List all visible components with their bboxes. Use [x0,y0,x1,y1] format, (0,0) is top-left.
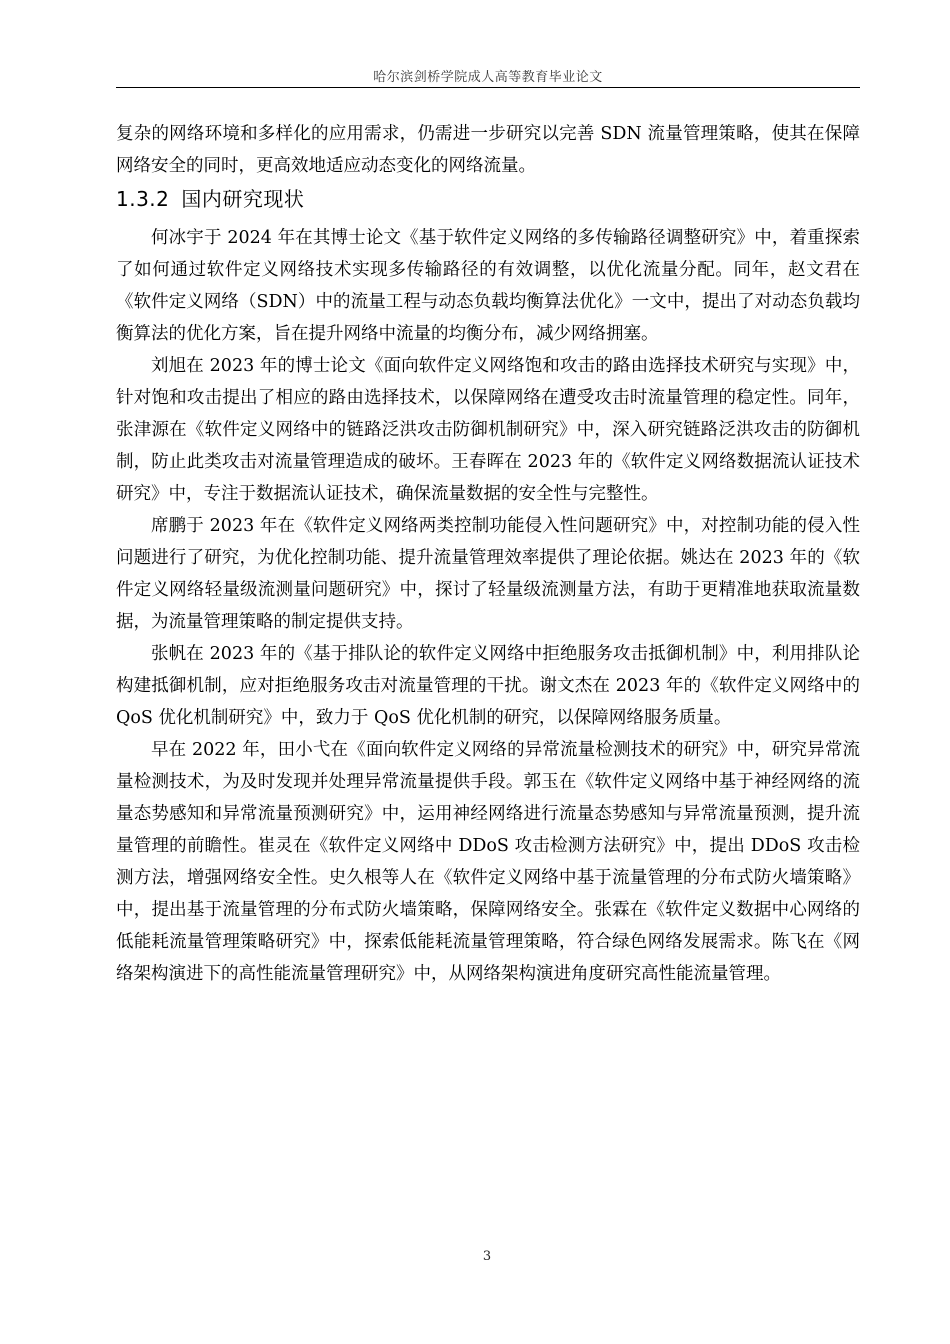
section-number: 1.3.2 [116,187,170,211]
body-paragraph: 早在 2022 年，田小弋在《面向软件定义网络的异常流量检测技术的研究》中，研究异常流量检测技术，为及时发现并处理异常流量提供手段。郭玉在《软件定义网络中基于神经网络的流量态势感知和异常流量预测研究》中，运用神经网络进行流量态势感知与异常流量预测，提升流量管理的前瞻性。崔灵在《软件定义网络中 DDoS 攻击检测方法研究》中，提出 DDoS 攻击检测方法，增强网络安全性。史久根等人在《软件定义网络中基于流量管理的分布式防火墙策略》中，提出基于流量管理的分布式防火墙策略，保障网络安全。张霖在《软件定义数据中心网络的低能耗流量管理策略研究》中，探索低能耗流量管理策略，符合绿色网络发展需求。陈飞在《网络架构演进下的高性能流量管理研究》中，从网络架构演进角度研究高性能流量管理。 [116,740,860,984]
page-number: 3 [482,1249,492,1264]
body-paragraph: 何冰宇于 2024 年在其博士论文《基于软件定义网络的多传输路径调整研究》中，着重探索了如何通过软件定义网络技术实现多传输路径的有效调整，以优化流量分配。同年，赵文君在《软件定义网络（SDN）中的流量工程与动态负载均衡算法优化》一文中，提出了对动态负载均衡算法的优化方案，旨在提升网络中流量的均衡分布，减少网络拥塞。 [116,228,860,344]
continued-paragraph: 复杂的网络环境和多样化的应用需求，仍需进一步研究以完善 SDN 流量管理策略，使其在保障网络安全的同时，更高效地适应动态变化的网络流量。 [116,124,860,176]
section-heading [116,185,860,213]
header-divider [116,87,860,88]
body-paragraph: 席鹏于 2023 年在《软件定义网络两类控制功能侵入性问题研究》中，对控制功能的侵入性问题进行了研究，为优化控制功能、提升流量管理效率提供了理论依据。姚达在 2023 年的《软件定义网络轻量级流测量问题研究》中，探讨了轻量级流测量方法，有助于更精准地获取流量数据，为流量管理策略的制定提供支持。 [116,516,860,632]
body-paragraph: 刘旭在 2023 年的博士论文《面向软件定义网络饱和攻击的路由选择技术研究与实现》中，针对饱和攻击提出了相应的路由选择技术，以保障网络在遭受攻击时流量管理的稳定性。同年，张津源在《软件定义网络中的链路泛洪攻击防御机制研究》中，深入研究链路泛洪攻击的防御机制，防止此类攻击对流量管理造成的破坏。王春晖在 2023 年的《软件定义网络数据流认证技术研究》中，专注于数据流认证技术，确保流量数据的安全性与完整性。 [116,356,860,504]
section-title: 国内研究现状 [181,187,305,211]
page-header: 哈尔滨剑桥学院成人高等教育毕业论文 [373,70,603,85]
document-body [116,118,860,990]
body-paragraph: 张帆在 2023 年的《基于排队论的软件定义网络中拒绝服务攻击抵御机制》中，利用排队论构建抵御机制，应对拒绝服务攻击对流量管理的干扰。谢文杰在 2023 年的《软件定义网络中的 QoS 优化机制研究》中，致力于 QoS 优化机制的研究，以保障网络服务质量。 [116,644,860,728]
